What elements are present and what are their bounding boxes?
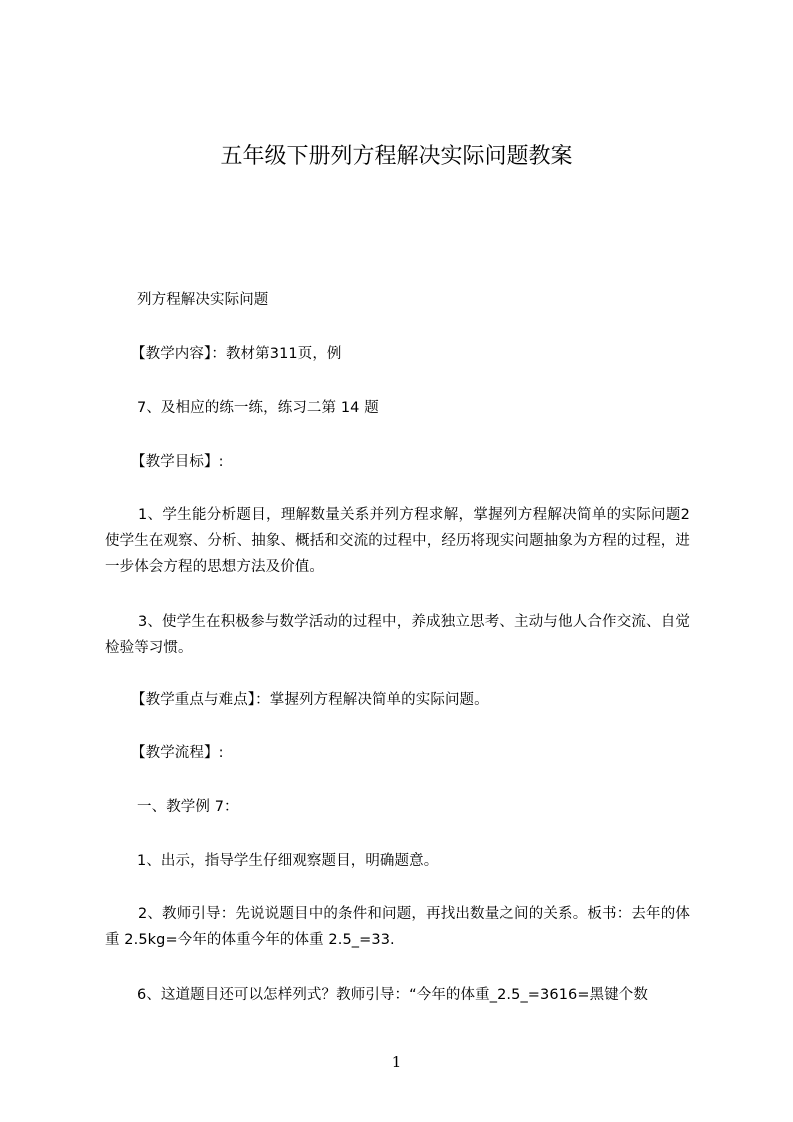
paragraph-step-6: 6、这道题目还可以怎样列式？教师引导：“今年的体重_2.5_=3616=黑键个数 <box>137 987 648 1003</box>
paragraph-goal-3: 3、使学生在积极参与数学活动的过程中，养成独立思考、主动与他人合作交流、自觉检验等习惯。 <box>105 614 690 656</box>
document-title: 五年级下册列方程解决实际问题教案 <box>220 144 573 169</box>
paragraph-subtitle: 列方程解决实际问题 <box>137 292 269 308</box>
paragraph-teaching-goals-heading: 【教学目标】: <box>131 454 224 470</box>
page-number: 1 <box>391 1053 402 1071</box>
paragraph-goal-1: 1、学生能分析题目，理解数量关系并列方程求解，掌握列方程解决简单的实际问题2使学生在观察、分析、抽象、概括和交流的过程中，经历将现实问题抽象为方程的过程，进一步体会方程的思想方法及价值。 <box>105 507 690 575</box>
paragraph-process-heading: 【教学流程】: <box>131 745 224 761</box>
paragraph-step-1: 1、出示，指导学生仔细观察题目，明确题意。 <box>137 853 439 869</box>
paragraph-teaching-content: 【教学内容】：教材第311页，例 <box>131 346 342 362</box>
paragraph-step-2: 2、教师引导：先说说题目中的条件和问题，再找出数量之间的关系。板书：去年的体重 2.5kg=今年的体重今年的体重 2.5_=33. <box>105 906 690 948</box>
paragraph-key-points: 【教学重点与难点】：掌握列方程解决简单的实际问题。 <box>131 692 489 708</box>
paragraph-example-heading: 一、教学例 7： <box>137 799 239 815</box>
paragraph-exercise-ref: 7、及相应的练一练，练习二第 14 题 <box>137 400 379 416</box>
